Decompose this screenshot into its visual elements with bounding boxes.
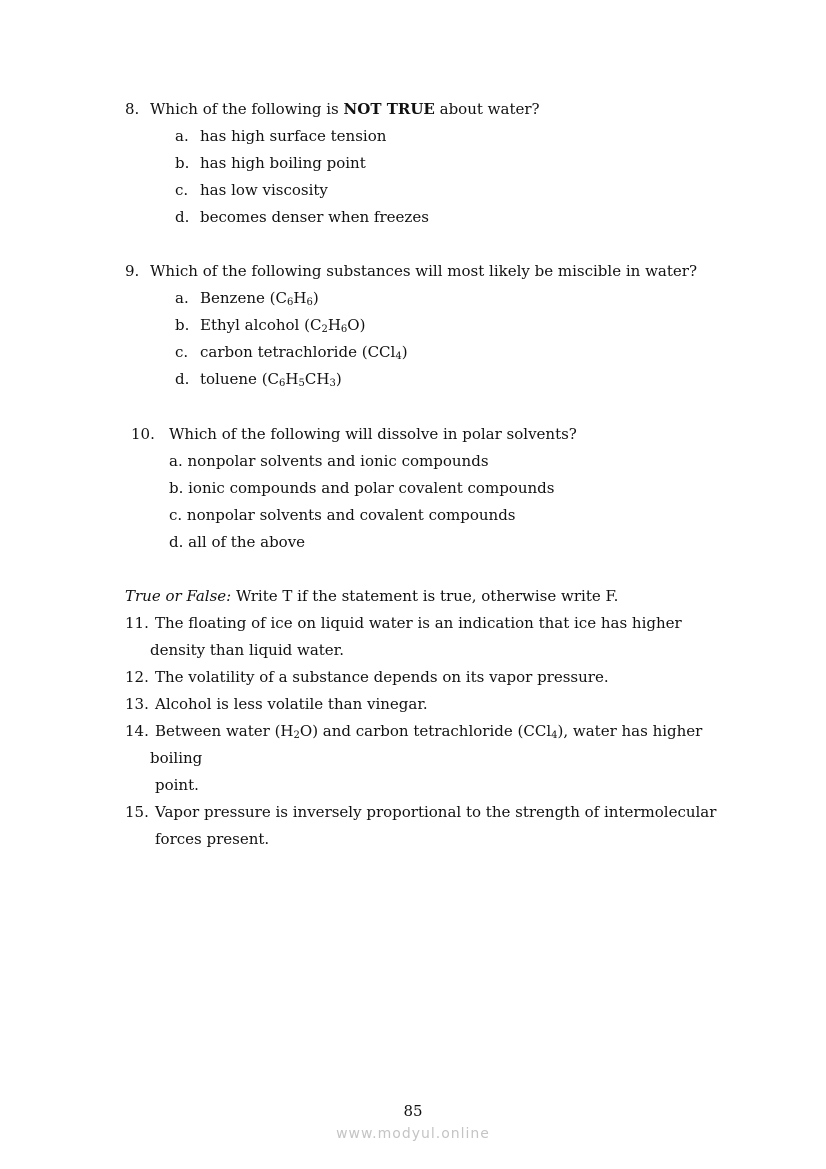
tf-instruction [125,586,618,606]
q10-stem: Which of the following will dissolve in polar solvents? [169,425,577,443]
q8-choice-letter: b. [175,154,190,172]
q8-choice-text: becomes denser when freezes [200,208,429,226]
subscript: 2 [321,324,328,335]
tf-item-number: 15. [125,803,149,821]
tf-item-text: The volatility of a substance depends on its vapor pressure. [155,668,609,686]
q9-choice-text [200,288,319,308]
formula-part: CH [304,370,330,388]
q9-choice-letter: a. [175,289,189,307]
tf-item-text: The floating of ice on liquid water is an indication that ice has higher [155,614,682,632]
q9-choice-b-text: Ethyl alcohol (C [200,316,322,334]
subscript: 5 [298,378,305,389]
q10-choice: c. nonpolar solvents and covalent compounds [169,506,516,524]
q9-choice-text [200,342,408,362]
q9-choice-d-text: toluene (C [200,370,280,388]
q8-stem-bold: NOT TRUE [343,100,435,118]
q8-choice-text: has low viscosity [200,181,328,199]
q8-choice-letter: c. [175,181,189,199]
watermark: www.modyul.online [336,1126,490,1142]
tf-item-text: Alcohol is less volatile than vinegar. [155,695,428,713]
tf-item-text-cont: forces present. [155,830,270,848]
q9-stem: Which of the following substances will most likely be miscible in water? [150,262,697,280]
tf-item-text [155,721,702,741]
q8-choice-letter: a. [175,127,189,145]
formula-part: H [285,370,299,388]
subscript: 3 [329,378,336,389]
tf-item-part: ), water has higher [557,722,703,740]
formula-part: ) [401,343,408,361]
formula-part: O) [347,316,366,334]
q9-choice-c-text: carbon tetrachloride (CCl [200,343,396,361]
formula-part: ) [312,289,319,307]
q8-choice-letter: d. [175,208,190,226]
q8-stem-after: about water? [439,100,540,118]
q9-choice-letter: d. [175,370,190,388]
q9-number: 9. [125,262,140,280]
tf-item-text-cont: point. [155,776,199,794]
subscript: 4 [395,351,402,362]
q10-choice: d. all of the above [169,533,306,551]
q8-choice-text: has high surface tension [200,127,387,145]
q10-choice: b. ionic compounds and polar covalent compounds [169,479,555,497]
tf-item-part: O) and carbon tetrachloride (CCl [299,722,552,740]
tf-instruction-text: Write T if the statement is true, otherwise write F. [236,587,619,605]
q8-stem-before: Which of the following is [150,100,339,118]
q9-choice-text [200,315,365,335]
tf-item-part: Between water (H [155,722,294,740]
formula-part: H [327,316,341,334]
tf-item-number: 11. [125,614,149,632]
tf-label: True or False: [125,587,232,605]
tf-item-text: Vapor pressure is inversely proportional to the strength of intermolecular [155,803,717,821]
q10-number: 10. [131,425,155,443]
q10-choice: a. nonpolar solvents and ionic compounds [169,452,489,470]
q8-stem [150,99,540,119]
subscript: 6 [286,297,294,308]
tf-item-text-cont: density than liquid water. [150,641,344,659]
q8-choice-text: has high boiling point [200,154,366,172]
subscript: 6 [340,324,348,335]
subscript: 6 [279,378,286,389]
subscript: 4 [551,730,558,741]
tf-item-number: 14. [125,722,149,740]
formula-part: ) [335,370,342,388]
q9-choice-letter: c. [175,343,189,361]
q9-choice-letter: b. [175,316,190,334]
subscript: 2 [293,730,300,741]
q9-choice-text [200,369,342,389]
page-number: 85 [403,1102,423,1120]
tf-item-number: 12. [125,668,149,686]
tf-item-number: 13. [125,695,149,713]
formula-part: H [293,289,307,307]
q9-choice-a-text: Benzene (C [200,289,287,307]
subscript: 6 [306,297,313,308]
q8-number: 8. [125,100,140,118]
tf-item-text-cont: boiling [150,749,203,767]
